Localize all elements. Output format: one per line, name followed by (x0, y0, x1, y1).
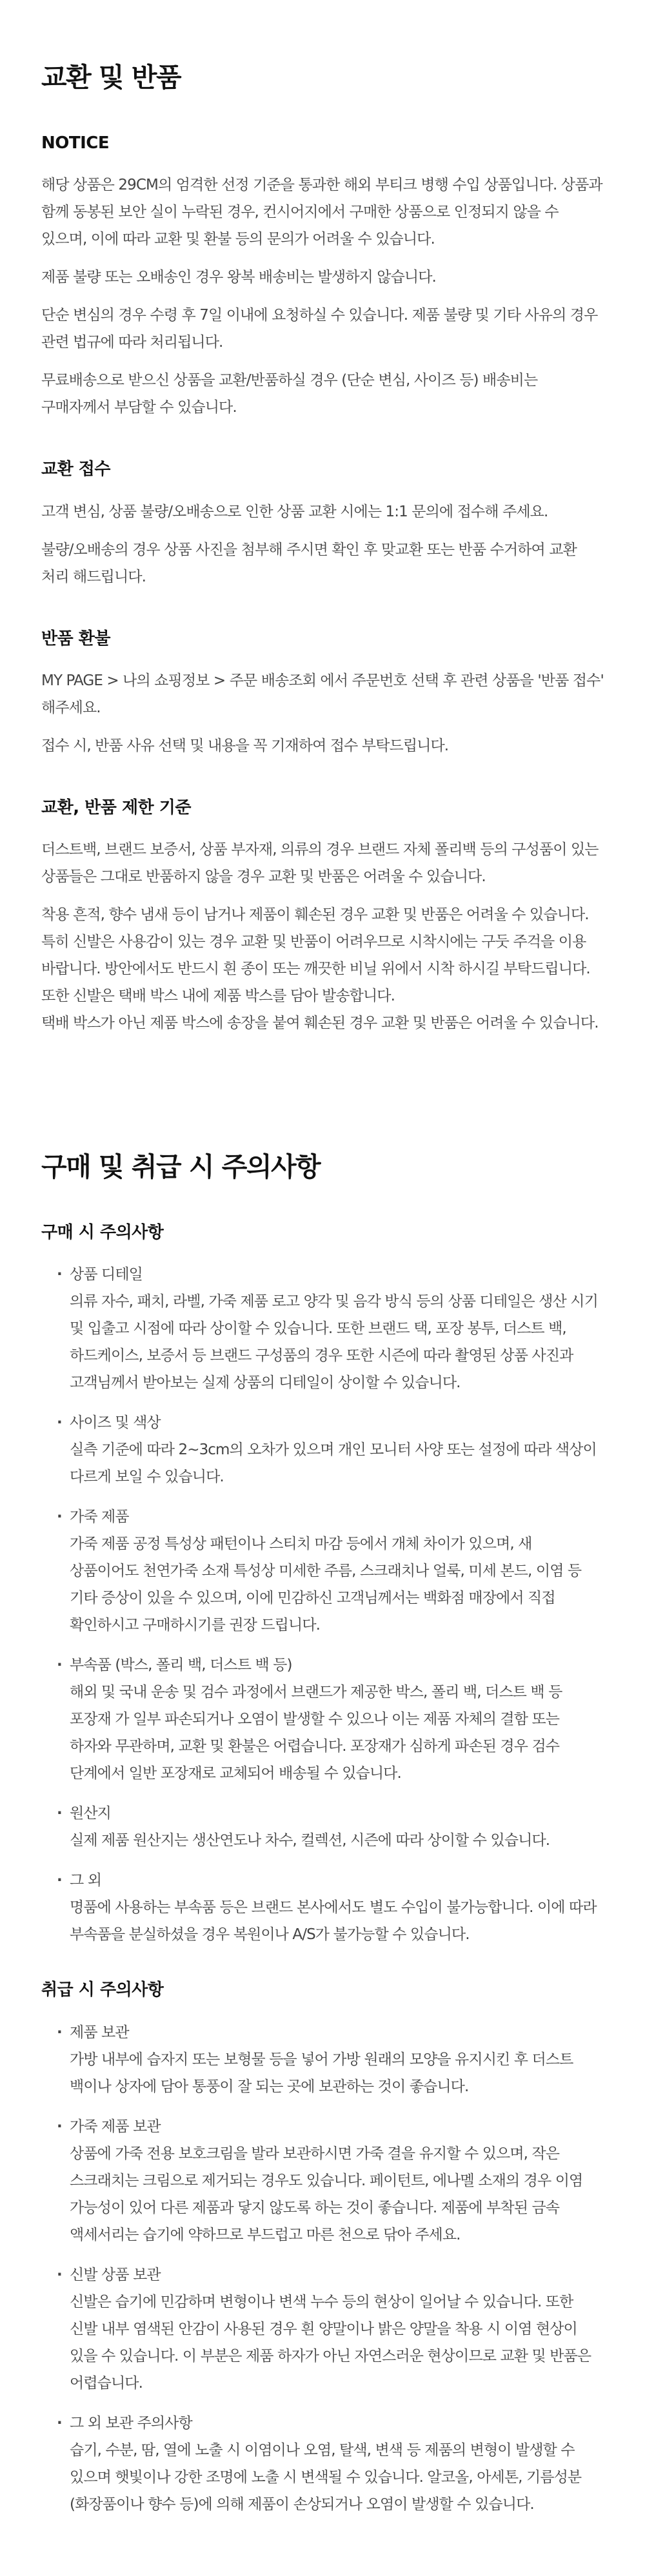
item-body: 의류 자수, 패치, 라벨, 가죽 제품 로고 양각 및 음각 방식 등의 상품 디테일은 생산 시기 및 입출고 시점에 따라 상이할 수 있습니다. 또한 브랜드 택, 포장 봉투, 더스트 백, 하드케이스, 보증서 등 브랜드 구성품의 경우 또한 시즌에 따라 촬영된 상품 사진과 고객님께서 받아보는 실제 상품의 디테일이 상이할 수 있습니다. (70, 1293, 598, 1392)
notice-paragraph: 무료배송으로 받으신 상품을 교환/반품하실 경우 (단순 변심, 사이즈 등) 배송비는 구매자께서 부담할 수 있습니다. (41, 372, 538, 416)
handling-caution-block (41, 1980, 604, 2517)
item-body: 실제 제품 원산지는 생산연도나 차수, 컬렉션, 시즌에 따라 상이할 수 있습니다. (70, 1832, 550, 1849)
handling-caution-list (41, 2019, 604, 2518)
item-title: · 제품 보관 (57, 2019, 604, 2046)
caution-title: 구매 및 취급 시 주의사항 (41, 1151, 321, 1182)
notice-paragraph: 해당 상품은 29CM의 엄격한 선정 기준을 통과한 해외 부티크 병행 수입 상품입니다. 상품과 함께 동봉된 보안 실이 누락된 경우, 컨시어지에서 구매한 상품으로 인정되지 않을 수 있으며, 이에 따라 교환 및 환불 등의 문의가 어려울 수 있습니다. (41, 177, 602, 248)
restriction-lines (41, 901, 604, 1037)
item-title: · 상품 디테일 (57, 1261, 604, 1288)
item-title: · 가죽 제품 (57, 1503, 604, 1530)
list-item (57, 2113, 604, 2249)
list-item (57, 1800, 604, 1854)
restriction-paragraph: 더스트백, 브랜드 보증서, 상품 부자재, 의류의 경우 브랜드 자체 폴리백 등의 구성품이 있는 상품들은 그대로 반품하지 않을 경우 교환 및 반품은 어려울 수 있습니다. (41, 841, 599, 885)
notice-heading: NOTICE (41, 133, 110, 153)
purchase-caution-block (41, 1223, 604, 1948)
item-body: 습기, 수분, 땀, 열에 노출 시 이염이나 오염, 탈색, 변색 등 제품의 변형이 발생할 수 있으며 햇빛이나 강한 조명에 노출 시 변색될 수 있습니다. 알코올, 아세톤, 기름성분(화장품이나 향수 등)에 의해 제품이 손상되거나 오염이 발생할 수 있습니다. (70, 2441, 582, 2513)
item-body: 실측 기준에 따라 2~3cm의 오차가 있으며 개인 모니터 사양 또는 설정에 따라 색상이 다르게 보일 수 있습니다. (70, 1441, 597, 1486)
exchange-receipt-heading: 교환 접수 (41, 460, 111, 480)
section-spacer (41, 1075, 604, 1151)
item-title: · 그 외 보관 주의사항 (57, 2410, 604, 2437)
notice-paragraph: 제품 불량 또는 오배송인 경우 왕복 배송비는 발생하지 않습니다. (41, 269, 436, 286)
restriction-line: 착용 흔적, 향수 냄새 등이 남거나 제품이 훼손된 경우 교환 및 반품은 어려울 수 있습니다. 특히 신발은 사용감이 있는 경우 교환 및 반품이 어려우므로 시착시에는 구둣 주걱을 이용 바랍니다. 방안에서도 반드시 흰 종이 또는 깨끗한 비닐 위에서 시착 하시길 부탁드립니다. (41, 906, 590, 977)
return-refund-heading: 반품 환불 (41, 629, 111, 649)
handling-caution-heading: 취급 시 주의사항 (41, 1980, 164, 2000)
restriction-line: 택배 박스가 아닌 제품 박스에 송장을 붙여 훼손된 경우 교환 및 반품은 어려울 수 있습니다. (41, 1014, 599, 1031)
purchase-caution-list (41, 1261, 604, 1948)
return-refund-paragraph: MY PAGE > 나의 쇼핑정보 > 주문 배송조회 에서 주문번호 선택 후 관련 상품을 '반품 접수' 해주세요. (41, 672, 604, 716)
item-body: 신발은 습기에 민감하며 변형이나 변색 누수 등의 현상이 일어날 수 있습니다. 또한 신발 내부 염색된 안감이 사용된 경우 흰 양말이나 밝은 양말을 착용 시 이염 현상이 있을 수 있습니다. 이 부분은 제품 하자가 아닌 자연스러운 현상이므로 교환 및 반품은 어렵습니다. (70, 2293, 591, 2392)
exchange-receipt-paragraph: 고객 변심, 상품 불량/오배송으로 인한 상품 교환 시에는 1:1 문의에 접수해 주세요. (41, 503, 548, 520)
notice-paragraph: 단순 변심의 경우 수령 후 7일 이내에 요청하실 수 있습니다. 제품 불량 및 기타 사유의 경우 관련 법규에 따라 처리됩니다. (41, 307, 598, 351)
list-item (57, 1867, 604, 1948)
item-body: 가죽 제품 공정 특성상 패턴이나 스티치 마감 등에서 개체 차이가 있으며, 새 상품이어도 천연가죽 소재 특성상 미세한 주름, 스크래치나 얼룩, 미세 본드, 이염 등 기타 증상이 있을 수 있으며, 이에 민감하신 고객님께서는 백화점 매장에서 직접 확인하시고 구매하시기를 권장 드립니다. (70, 1536, 582, 1634)
list-item (57, 2261, 604, 2397)
item-body: 가방 내부에 습자지 또는 보형물 등을 넣어 가방 원래의 모양을 유지시킨 후 더스트 백이나 상자에 담아 통풍이 잘 되는 곳에 보관하는 것이 좋습니다. (70, 2051, 573, 2095)
item-body: 명품에 사용하는 부속품 등은 브랜드 본사에서도 별도 수입이 불가능합니다. 이에 따라 부속품을 분실하셨을 경우 복원이나 A/S가 불가능할 수 있습니다. (70, 1899, 597, 1944)
item-title: · 원산지 (57, 1800, 604, 1827)
item-title: · 가죽 제품 보관 (57, 2113, 604, 2140)
caution-section (41, 1151, 604, 2518)
exchange-return-section (41, 62, 604, 1037)
list-item (57, 2019, 604, 2100)
restriction-block (41, 798, 604, 1037)
restriction-line: 또한 신발은 택배 박스 내에 제품 박스를 담아 발송합니다. (41, 987, 395, 1004)
item-title: · 그 외 (57, 1867, 604, 1894)
item-title: · 신발 상품 보관 (57, 2261, 604, 2288)
exchange-receipt-paragraph: 불량/오배송의 경우 상품 사진을 첨부해 주시면 확인 후 맞교환 또는 반품 수거하여 교환 처리 해드립니다. (41, 541, 577, 585)
item-title: · 사이즈 및 색상 (57, 1409, 604, 1436)
list-item (57, 1409, 604, 1490)
list-item (57, 2410, 604, 2518)
notice-block (41, 133, 604, 421)
return-refund-paragraph: 접수 시, 반품 사유 선택 및 내용을 꼭 기재하여 접수 부탁드립니다. (41, 737, 449, 754)
list-item (57, 1652, 604, 1787)
list-item (57, 1261, 604, 1396)
item-title: · 부속품 (박스, 폴리 백, 더스트 백 등) (57, 1652, 604, 1679)
item-body: 해외 및 국내 운송 및 검수 과정에서 브랜드가 제공한 박스, 폴리 백, 더스트 백 등 포장재 가 일부 파손되거나 오염이 발생할 수 있으나 이는 제품 자체의 결함 또는 하자와 무관하며, 교환 및 환불은 어렵습니다. 포장재가 심하게 파손된 경우 검수 단계에서 일반 포장재로 교체되어 배송될 수 있습니다. (70, 1684, 562, 1782)
exchange-return-title: 교환 및 반품 (41, 62, 181, 93)
list-item (57, 1503, 604, 1639)
return-refund-block (41, 629, 604, 759)
exchange-receipt-block (41, 460, 604, 590)
purchase-caution-heading: 구매 시 주의사항 (41, 1223, 164, 1243)
restriction-heading: 교환, 반품 제한 기준 (41, 797, 191, 817)
item-body: 상품에 가죽 전용 보호크림을 발라 보관하시면 가죽 결을 유지할 수 있으며, 작은 스크래치는 크림으로 제거되는 경우도 있습니다. 페이턴트, 에나멜 소재의 경우 이염 가능성이 있어 다른 제품과 닿지 않도록 하는 것이 좋습니다. 제품에 부착된 금속 액세서리는 습기에 약하므로 부드럽고 마른 천으로 닦아 주세요. (70, 2145, 583, 2243)
